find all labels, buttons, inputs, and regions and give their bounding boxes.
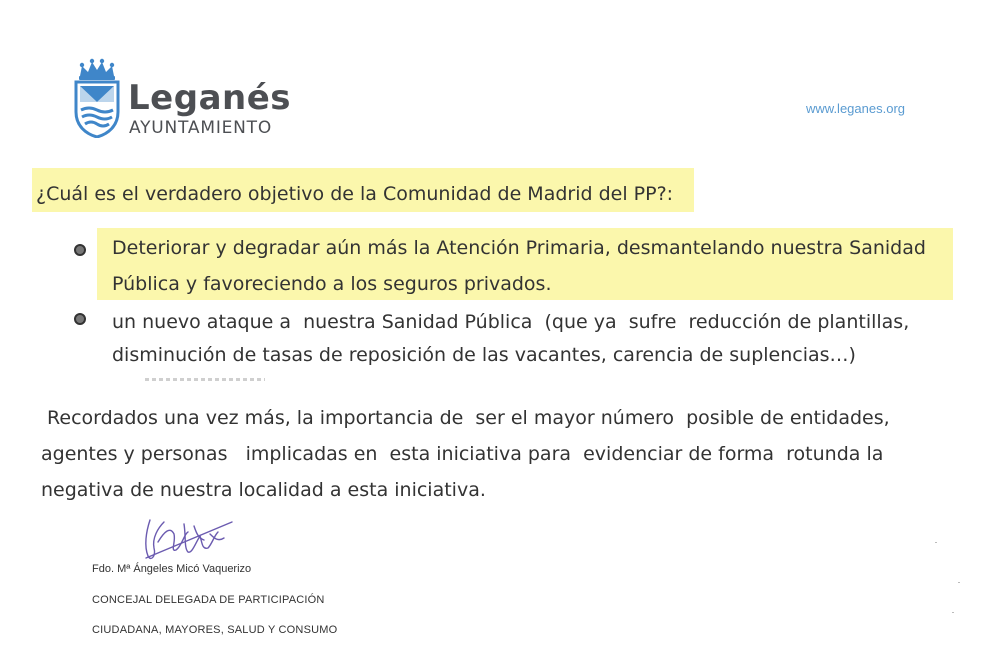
logo-subtitle: AYUNTAMIENTO: [129, 118, 273, 138]
question-text: ¿Cuál es el verdadero objetivo de la Comunidad de Madrid del PP?:: [36, 183, 674, 205]
bullet-2-line-2: disminución de tasas de reposición de las vacantes, carencia de suplencias…): [112, 344, 856, 366]
signer-role-line-1: CONCEJAL DELEGADA DE PARTICIPACIÓN: [92, 594, 325, 606]
scan-speck: [958, 582, 960, 583]
signer-name: Fdo. Mª Ángeles Micó Vaquerizo: [92, 563, 252, 575]
website-url: www.leganes.org: [806, 101, 905, 116]
paragraph-line-2: agentes y personas implicadas en esta iniciativa para evidenciar de forma rotunda la: [41, 443, 884, 465]
bullet-dot-icon: [74, 313, 86, 325]
paragraph-line-1: Recordados una vez más, la importancia de ser el mayor número posible de entidades,: [41, 407, 890, 429]
logo-city-name: Leganés: [128, 78, 292, 118]
bullet-1-line-2: Pública y favoreciendo a los seguros privados.: [112, 273, 552, 295]
scan-speck: [952, 612, 954, 613]
signer-role-line-2: CIUDADANA, MAYORES, SALUD Y CONSUMO: [92, 624, 338, 636]
bullet-2-line-1: un nuevo ataque a nuestra Sanidad Pública (que ya sufre reducción de plantillas,: [112, 311, 910, 333]
paragraph-line-3: negativa de nuestra localidad a esta iniciativa.: [41, 479, 486, 501]
scan-speck: [935, 542, 937, 543]
bullet-1-line-1: Deteriorar y degradar aún más la Atención Primaria, desmantelando nuestra Sanidad: [112, 237, 926, 259]
faint-scan-mark: [145, 378, 265, 381]
bullet-dot-icon: [74, 244, 86, 256]
leganes-coat-of-arms-logo: [72, 58, 122, 138]
handwritten-signature: [140, 512, 235, 567]
